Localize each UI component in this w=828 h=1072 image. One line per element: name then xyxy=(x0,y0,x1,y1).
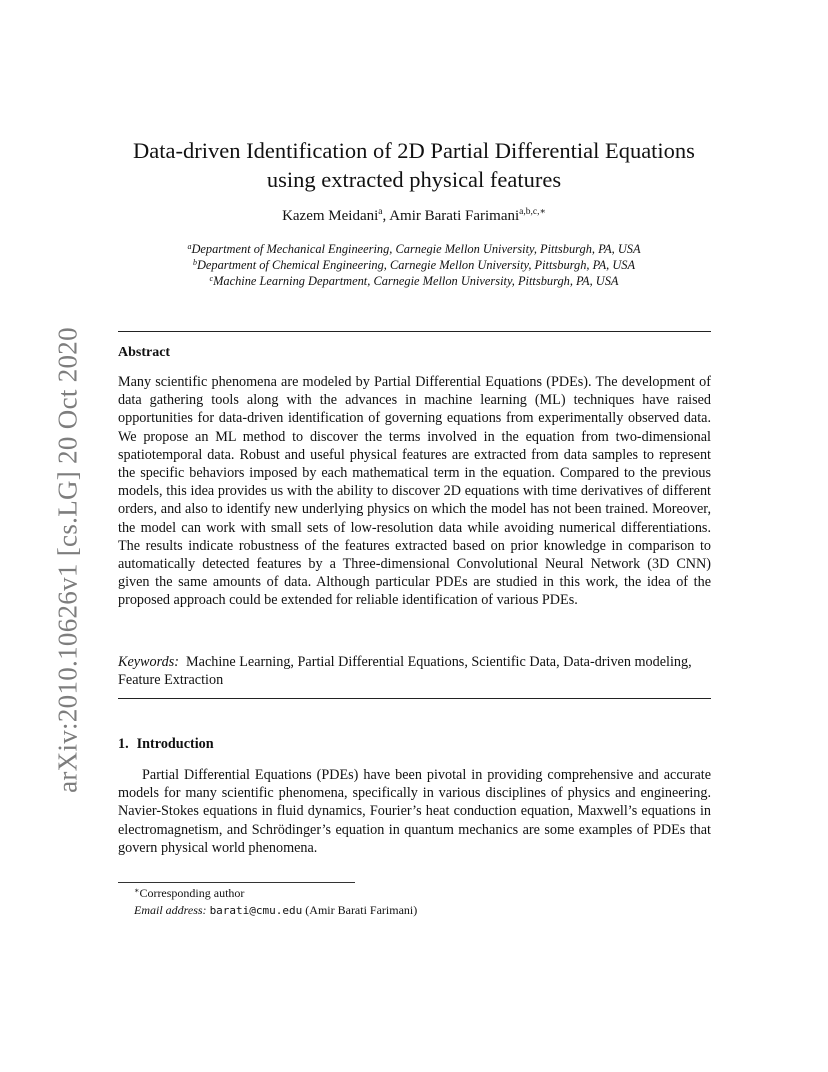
footnote-corresponding xyxy=(134,885,417,902)
affiliation-mark: a xyxy=(187,242,192,251)
section-number: 1. xyxy=(118,736,129,752)
arxiv-identifier-stamp: arXiv:2010.10626v1 [cs.LG] 20 Oct 2020 xyxy=(52,327,83,793)
keywords-label: Keywords: xyxy=(118,654,179,670)
abstract-bottom-rule xyxy=(118,698,711,699)
author-list: Kazem Meidani$^a$, Amir Barati Farimani$^{a,b,c,∗}$ xyxy=(282,207,546,224)
author-affil-mark: a,b,c,∗ xyxy=(519,207,546,217)
paper-title xyxy=(100,136,728,194)
affiliation-item xyxy=(100,273,728,289)
title-line-2: using extracted physical features xyxy=(266,167,562,192)
affiliation-item xyxy=(100,241,728,257)
affiliation-text: Department of Mechanical Engineering, Carnegie Mellon University, Pittsburgh, PA, USA xyxy=(191,242,641,256)
affiliation-item xyxy=(100,257,728,273)
affiliation-mark: c xyxy=(209,274,214,284)
author-name: Amir Barati Farimani xyxy=(389,208,520,224)
email-link[interactable]: barati@cmu.edu xyxy=(209,903,303,917)
section-title: Introduction xyxy=(136,736,214,752)
keywords-text: Machine Learning, Partial Differential Equations, Scientific Data, Data-driven modeling, Feature Extraction xyxy=(118,654,692,689)
introduction-paragraph: Partial Differential Equations (PDEs) have been pivotal in providing comprehensive and accurate models for many scientific phenomena, specifically in various disciplines of physics and engineering. Navier-Stokes equations in fluid dynamics, Fourier’s heat conduction equation, Maxwell’s equations in electromagnetism, and Schrödinger’s equation in quantum mechanics are some examples of PDEs that govern physical world phenomena. xyxy=(118,767,711,856)
affiliation-text: Machine Learning Department, Carnegie Mellon University, Pittsburgh, PA, USA xyxy=(213,274,619,289)
title-line-1: Data-driven Identification of 2D Partial Differential Equations xyxy=(133,138,695,163)
author-name: Kazem Meidani xyxy=(282,208,379,224)
email-owner: (Amir Barati Farimani) xyxy=(305,902,418,917)
abstract-heading: Abstract xyxy=(118,345,171,360)
footnote-corresponding-text: Corresponding author xyxy=(139,886,245,900)
footnote xyxy=(134,885,417,919)
affiliation-text: Department of Chemical Engineering, Carnegie Mellon University, Pittsburgh, PA, USA xyxy=(196,258,636,273)
footnote-mark: ∗ xyxy=(134,886,140,895)
footnote-email xyxy=(134,902,417,920)
email-label: Email address: xyxy=(134,902,207,917)
footnote-rule xyxy=(118,882,355,883)
abstract-top-rule xyxy=(118,331,711,332)
abstract-body: Many scientific phenomena are modeled by Partial Differential Equations (PDEs). The development of data gathering tools along with the advances in machine learning (ML) techniques have raised opportunities for data-driven identification of governing equations from experimentally observed data. We propose an ML method to discover the terms involved in the equation from two-dimensional spatiotemporal data. Robust and useful physical features are extracted from data samples to represent the specific behaviors imposed by each mathematical term in the equation. Compared to the previous models, this idea provides us with the ability to discover 2D equations with time derivatives of different orders, and also to identify new underlying physics on which the model has not been trained. Moreover, the model can work with small sets of low-resolution data while avoiding numerical differentiations. The results indicate robustness of the features extracted based on prior knowledge in comparison to automatically detected features by a Three-dimensional Convolutional Neural Network (3D CNN) given the same amounts of data. Although particular PDEs are studied in this work, the idea of the proposed approach could be extended for reliable identification of various PDEs. xyxy=(118,374,711,609)
keywords xyxy=(118,653,711,689)
affiliation-list xyxy=(100,241,728,290)
affiliation-mark: b xyxy=(192,258,197,268)
section-heading-introduction xyxy=(118,736,214,753)
author-affil-mark: a xyxy=(378,207,383,217)
